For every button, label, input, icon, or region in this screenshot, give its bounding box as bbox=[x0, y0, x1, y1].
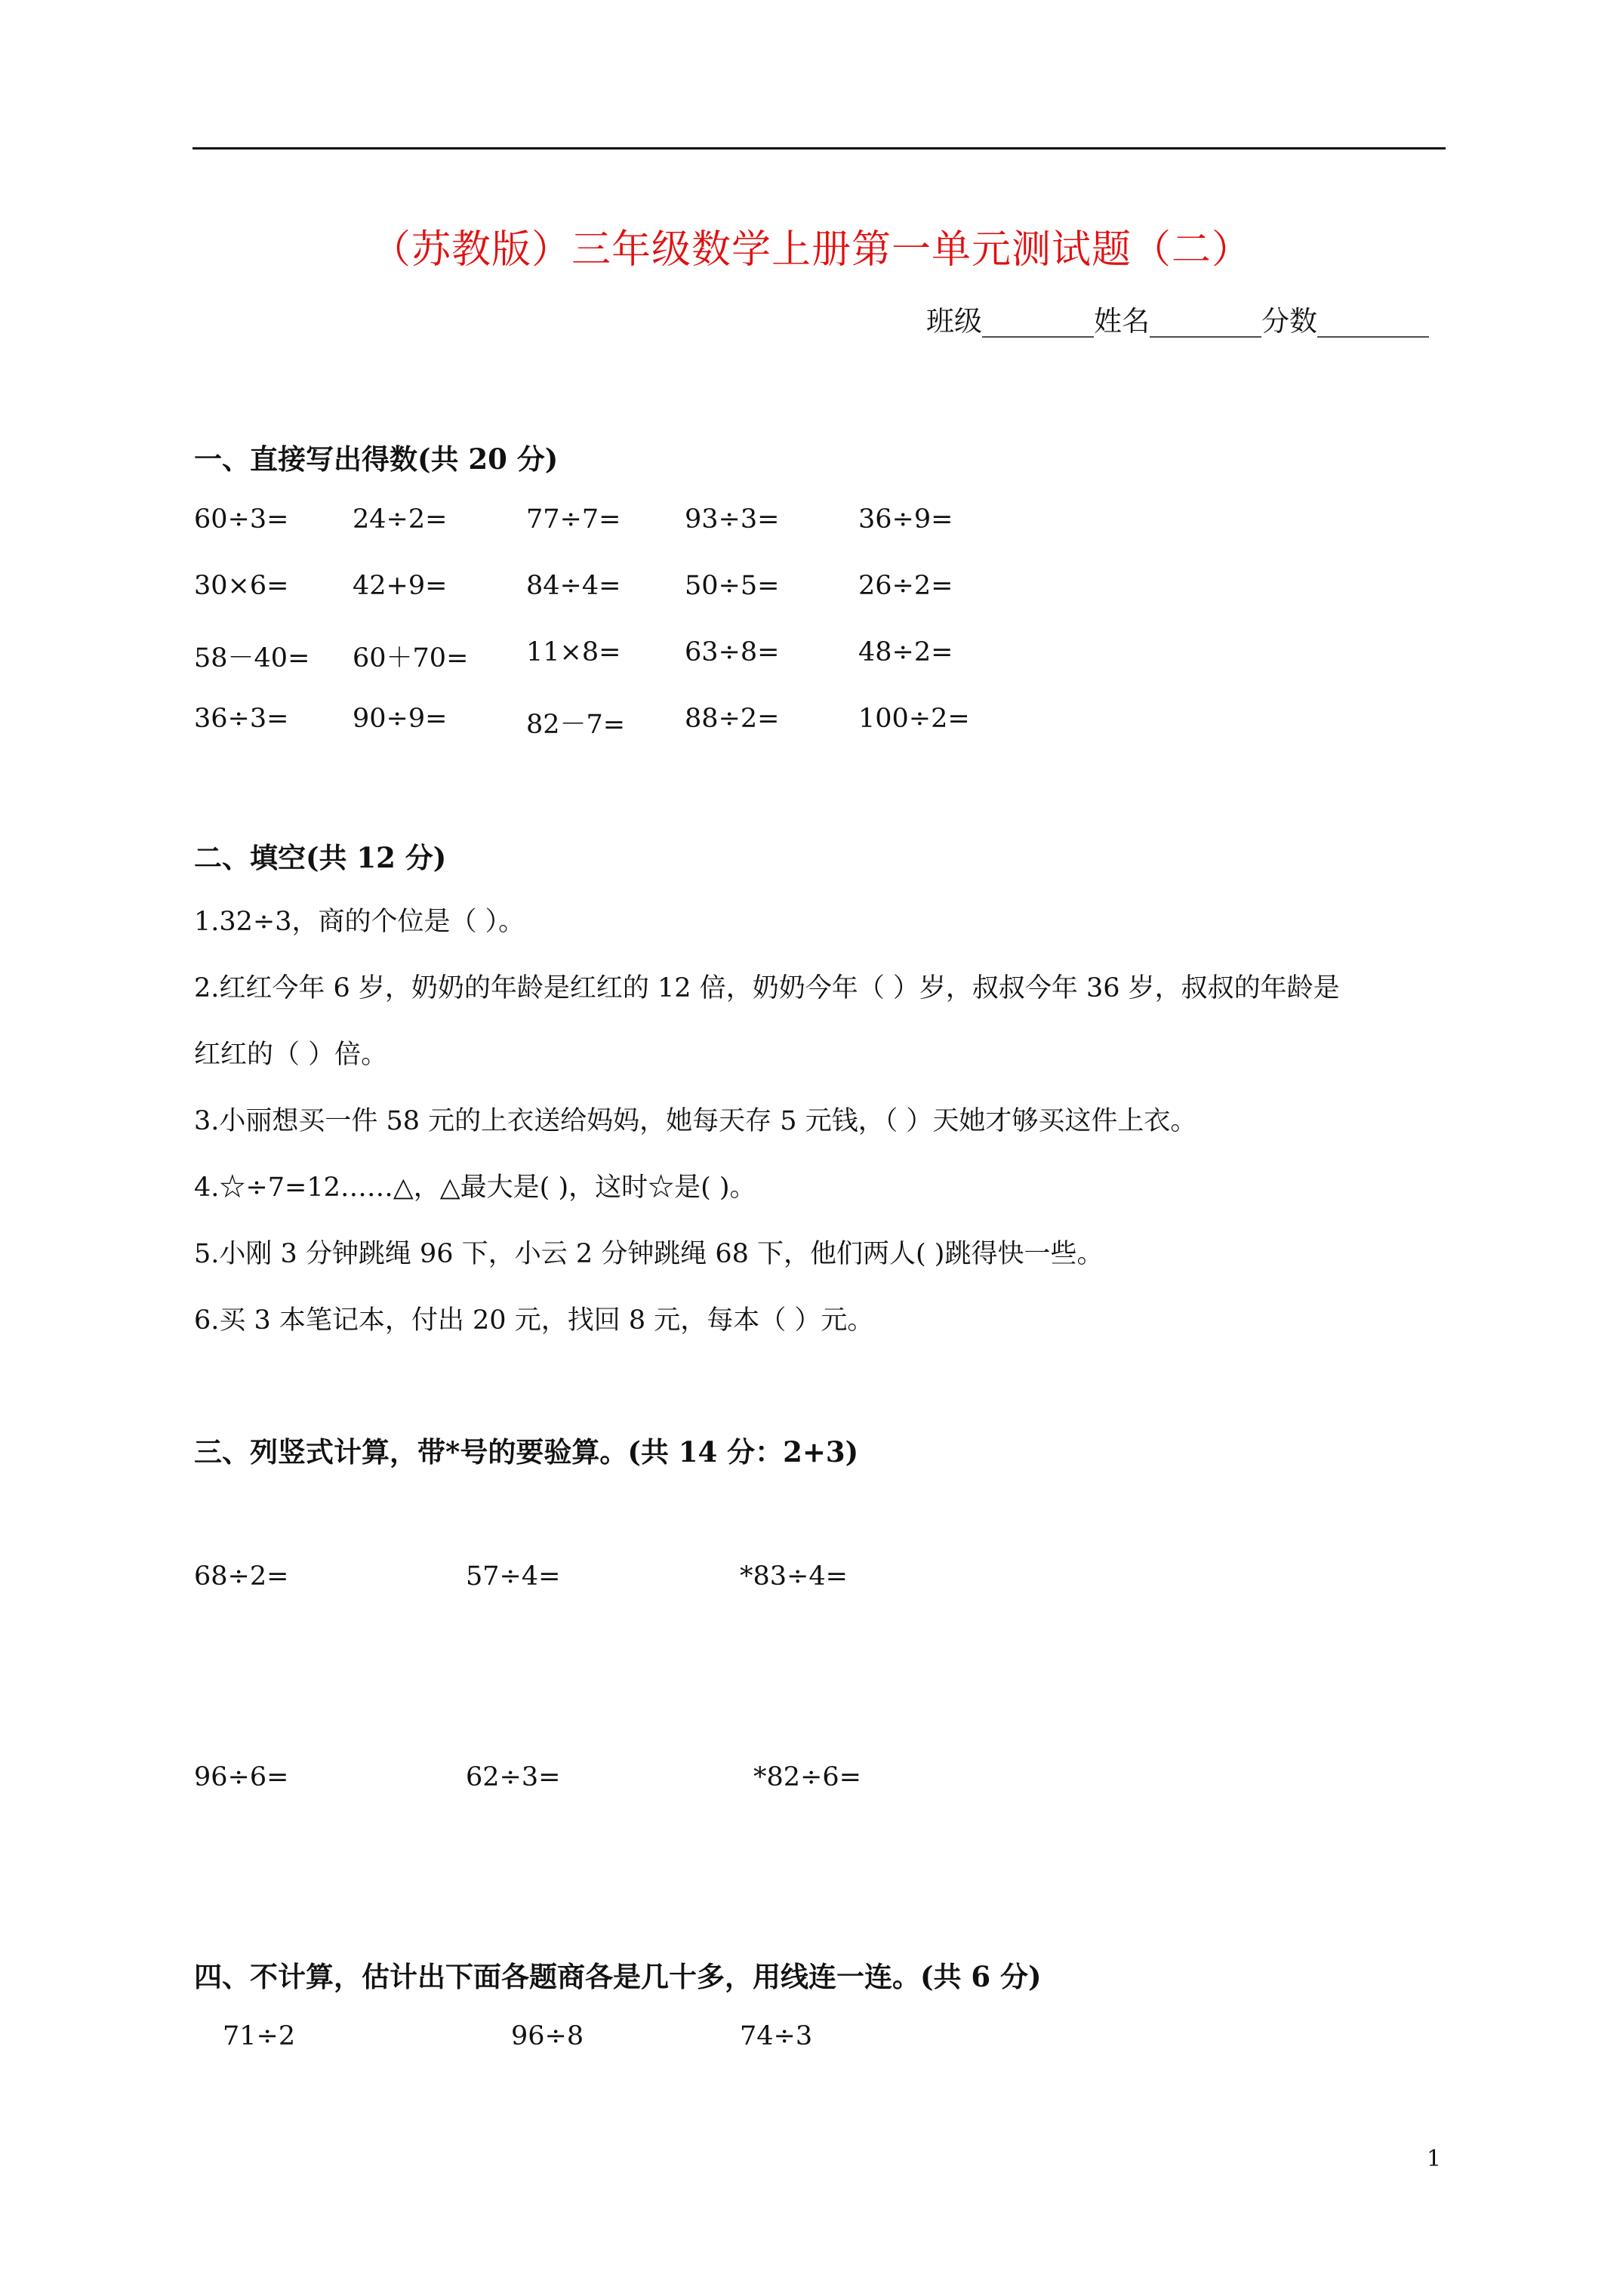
section4-heading: 四、不计算，估计出下面各题商各是几十多，用线连一连。(共 6 分) bbox=[194, 1960, 1042, 1993]
page-number: 1 bbox=[1427, 2146, 1442, 2172]
fill-blank-item: 1.32÷3，商的个位是（ ）。 bbox=[194, 907, 525, 937]
calc-item: 63÷8= bbox=[685, 637, 780, 667]
fill-blank-item: 3.小丽想买一件 58 元的上衣送给妈妈，她每天存 5 元钱，（ ）天她才够买这件上衣。 bbox=[194, 1106, 1197, 1136]
calc-item: 60÷3= bbox=[194, 504, 289, 535]
vertical-calc-item: *83÷4= bbox=[740, 1561, 848, 1592]
section3-heading: 三、列竖式计算，带*号的要验算。(共 14 分：2+3) bbox=[194, 1435, 859, 1469]
vertical-calc-item: 68÷2= bbox=[194, 1561, 289, 1592]
calc-item: 93÷3= bbox=[685, 504, 780, 535]
calc-item: 84÷4= bbox=[526, 571, 621, 601]
calc-item: 58－40= bbox=[194, 643, 310, 673]
calc-item: 77÷7= bbox=[526, 504, 621, 535]
estimate-item: 96÷8 bbox=[511, 2021, 584, 2051]
vertical-calc-item: 62÷3= bbox=[466, 1762, 561, 1792]
vertical-calc-item: 57÷4= bbox=[466, 1561, 561, 1592]
calc-item: 100÷2= bbox=[858, 704, 970, 734]
top-rule bbox=[192, 147, 1446, 149]
section2-heading: 二、填空(共 12 分) bbox=[194, 841, 447, 874]
fill-blank-item: 4.☆÷7=12……△，△最大是( )，这时☆是( )。 bbox=[194, 1173, 756, 1203]
calc-item: 11×8= bbox=[526, 637, 621, 667]
calc-item: 48÷2= bbox=[858, 637, 953, 667]
calc-item: 82－7= bbox=[526, 710, 626, 740]
calc-item: 50÷5= bbox=[685, 571, 780, 601]
vertical-calc-item: 96÷6= bbox=[194, 1762, 289, 1792]
fill-blank-item: 5.小刚 3 分钟跳绳 96 下，小云 2 分钟跳绳 68 下，他们两人( )跳得快一些。 bbox=[194, 1239, 1104, 1269]
calc-item: 60＋70= bbox=[353, 643, 469, 673]
vertical-calc-item: *82÷6= bbox=[753, 1762, 861, 1792]
page-title: （苏教版）三年级数学上册第一单元测试题（二） bbox=[371, 227, 1252, 273]
calc-item: 30×6= bbox=[194, 571, 289, 601]
fill-blank-item: 红红的（ ）倍。 bbox=[194, 1040, 388, 1070]
calc-item: 24÷2= bbox=[353, 504, 448, 535]
calc-item: 42+9= bbox=[353, 571, 448, 601]
calc-item: 26÷2= bbox=[858, 571, 953, 601]
calc-item: 36÷9= bbox=[858, 504, 953, 535]
estimate-item: 71÷2 bbox=[223, 2021, 296, 2051]
calc-item: 36÷3= bbox=[194, 704, 289, 734]
fill-blank-item: 6.买 3 本笔记本，付出 20 元，找回 8 元，每本（ ）元。 bbox=[194, 1305, 874, 1336]
section1-heading: 一、直接写出得数(共 20 分) bbox=[194, 442, 559, 476]
student-info-line: 班级________姓名________分数________ bbox=[926, 305, 1429, 337]
estimate-item: 74÷3 bbox=[740, 2021, 813, 2051]
fill-blank-item: 2.红红今年 6 岁，奶奶的年龄是红红的 12 倍，奶奶今年（ ）岁，叔叔今年 36 岁，叔叔的年龄是 bbox=[194, 973, 1340, 1003]
calc-item: 90÷9= bbox=[353, 704, 448, 734]
calc-item: 88÷2= bbox=[685, 704, 780, 734]
